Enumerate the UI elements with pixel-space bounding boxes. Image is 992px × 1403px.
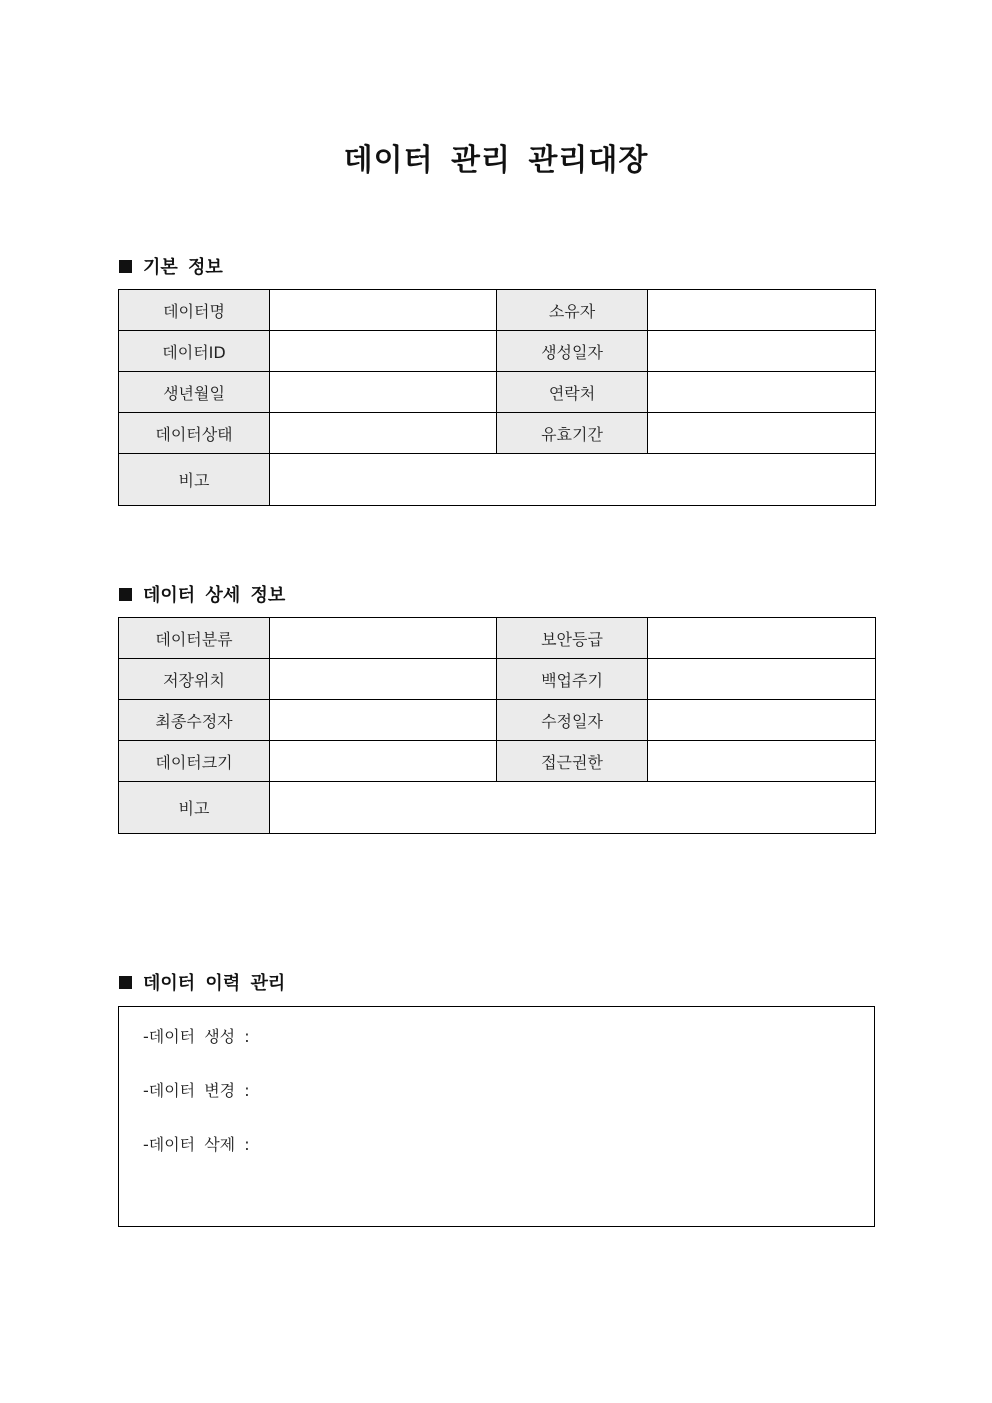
section-heading-detail <box>119 581 285 607</box>
field-label: 데이터크기 <box>119 741 270 782</box>
table-row <box>119 659 876 700</box>
data-status-field[interactable] <box>270 413 497 454</box>
table-row <box>119 782 876 834</box>
field-label: 소유자 <box>497 290 648 331</box>
modified-date-field[interactable] <box>648 700 876 741</box>
data-category-field[interactable] <box>270 618 497 659</box>
square-bullet-icon <box>119 260 132 273</box>
document-title: 데이터 관리 관리대장 <box>343 143 649 178</box>
backup-cycle-field[interactable] <box>648 659 876 700</box>
table-row <box>119 700 876 741</box>
access-rights-field[interactable] <box>648 741 876 782</box>
field-label: 백업주기 <box>497 659 648 700</box>
note-field[interactable] <box>270 782 876 834</box>
data-size-field[interactable] <box>270 741 497 782</box>
history-line-create: -데이터 생성 : <box>143 1027 250 1046</box>
field-label: 비고 <box>119 454 270 506</box>
birth-date-field[interactable] <box>270 372 497 413</box>
table-row <box>119 331 876 372</box>
field-label: 데이터상태 <box>119 413 270 454</box>
last-modifier-field[interactable] <box>270 700 497 741</box>
table-row <box>119 741 876 782</box>
table-row <box>119 618 876 659</box>
history-line-delete: -데이터 삭제 : <box>143 1135 250 1154</box>
section-heading-label: 데이터 이력 관리 <box>143 973 286 994</box>
detail-info-table <box>118 617 876 834</box>
created-date-field[interactable] <box>648 331 876 372</box>
square-bullet-icon <box>119 976 132 989</box>
field-label: 데이터ID <box>119 331 270 372</box>
section-heading-basic <box>119 253 223 279</box>
field-label: 수정일자 <box>497 700 648 741</box>
basic-info-table <box>118 289 876 506</box>
history-line-change: -데이터 변경 : <box>143 1081 250 1100</box>
field-label: 데이터분류 <box>119 618 270 659</box>
table-row <box>119 454 876 506</box>
storage-location-field[interactable] <box>270 659 497 700</box>
contact-field[interactable] <box>648 372 876 413</box>
table-row <box>119 372 876 413</box>
note-field[interactable] <box>270 454 876 506</box>
history-box[interactable] <box>118 1006 875 1227</box>
section-heading-history <box>119 969 285 995</box>
security-level-field[interactable] <box>648 618 876 659</box>
table-row <box>119 290 876 331</box>
owner-field[interactable] <box>648 290 876 331</box>
field-label: 비고 <box>119 782 270 834</box>
data-id-field[interactable] <box>270 331 497 372</box>
section-heading-label: 기본 정보 <box>143 257 223 278</box>
square-bullet-icon <box>119 588 132 601</box>
field-label: 생성일자 <box>497 331 648 372</box>
table-row <box>119 413 876 454</box>
field-label: 보안등급 <box>497 618 648 659</box>
field-label: 유효기간 <box>497 413 648 454</box>
field-label: 저장위치 <box>119 659 270 700</box>
data-name-field[interactable] <box>270 290 497 331</box>
field-label: 생년월일 <box>119 372 270 413</box>
validity-period-field[interactable] <box>648 413 876 454</box>
field-label: 접근권한 <box>497 741 648 782</box>
field-label: 최종수정자 <box>119 700 270 741</box>
section-heading-label: 데이터 상세 정보 <box>143 585 286 606</box>
field-label: 연락처 <box>497 372 648 413</box>
field-label: 데이터명 <box>119 290 270 331</box>
